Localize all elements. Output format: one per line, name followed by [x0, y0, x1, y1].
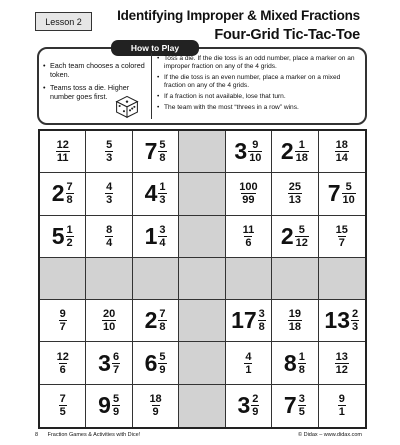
whole-number: 7 [283, 392, 297, 419]
denominator: 9 [152, 406, 159, 419]
die-icon [114, 93, 140, 119]
denominator: 9 [112, 406, 120, 419]
denominator: 3 [106, 194, 113, 207]
numerator: 5 [106, 139, 113, 152]
fraction [56, 351, 70, 376]
numerator: 7 [59, 393, 66, 406]
whole-number: 17 [231, 307, 257, 334]
denominator: 14 [335, 152, 348, 165]
fraction [148, 393, 162, 418]
numerator: 9 [59, 308, 66, 321]
fraction [158, 181, 166, 206]
denominator: 11 [56, 152, 69, 165]
numerator: 12 [56, 139, 69, 152]
denominator: 5 [298, 406, 305, 419]
fraction [158, 308, 166, 333]
whole-number: 2 [280, 138, 294, 165]
denominator: 13 [288, 194, 301, 207]
numerator: 1 [159, 181, 166, 194]
whole-number: 3 [98, 349, 111, 376]
fraction [338, 393, 346, 418]
grid-spacer-cell [179, 385, 225, 427]
whole-number: 3 [234, 138, 248, 165]
numerator: 5 [345, 181, 352, 194]
grid-cell[interactable] [133, 300, 179, 342]
denominator: 1 [338, 406, 345, 419]
grid-spacer-cell [179, 342, 225, 384]
denominator: 9 [252, 406, 259, 419]
grid-cell[interactable] [40, 385, 86, 427]
denominator: 3 [352, 321, 359, 334]
whole-number: 1 [144, 222, 158, 249]
grid-cell[interactable] [272, 385, 318, 427]
whole-number: 2 [144, 307, 158, 334]
numerator: 5 [159, 350, 166, 363]
fraction [335, 351, 349, 376]
fraction [335, 139, 349, 164]
fraction [112, 393, 120, 418]
denominator: 6 [245, 236, 252, 249]
fraction [295, 139, 309, 164]
denominator: 8 [159, 152, 166, 165]
grid-spacer-cell [86, 258, 132, 300]
column-divider [151, 53, 152, 119]
grid-cell[interactable] [40, 173, 86, 215]
denominator: 6 [59, 363, 66, 376]
denominator: 10 [342, 194, 355, 207]
whole-number: 7 [144, 138, 158, 165]
grid-cell[interactable] [133, 342, 179, 384]
numerator: 19 [288, 308, 301, 321]
numerator: 20 [103, 308, 116, 321]
grid-cell[interactable] [133, 131, 179, 173]
rule-item: • If the die toss is an even number, place a marker on a mixed fraction on any of the 4 grids. [157, 74, 363, 90]
fraction [288, 181, 302, 206]
denominator: 18 [288, 321, 301, 334]
how-to-play-box [37, 43, 367, 125]
numerator: 18 [149, 393, 162, 406]
rule-item: • The team with the most “threes in a row” wins. [157, 104, 363, 112]
grid-cell[interactable] [40, 131, 86, 173]
fraction [244, 351, 252, 376]
whole-number: 3 [237, 392, 251, 419]
title-line-2: Four-Grid Tic-Tac-Toe [214, 27, 360, 43]
numerator: 7 [159, 308, 166, 321]
denominator: 3 [106, 152, 113, 165]
fraction [105, 181, 113, 206]
numerator: 9 [252, 139, 259, 152]
numerator: 12 [56, 350, 69, 363]
grid-cell[interactable] [86, 216, 132, 258]
tic-tac-toe-grid [38, 129, 367, 429]
fraction [248, 139, 262, 164]
fraction [56, 139, 70, 164]
denominator: 8 [258, 321, 265, 334]
denominator: 7 [338, 236, 345, 249]
whole-number: 6 [144, 349, 158, 376]
whole-number: 4 [144, 180, 158, 207]
numerator: 2 [252, 393, 259, 406]
rule-item: • Toss a die. If the die toss is an odd number, place a marker on an improper fraction on any of the 4 grids. [157, 55, 363, 71]
numerator: 7 [66, 181, 73, 194]
fraction [105, 224, 113, 249]
grid-cell[interactable] [40, 216, 86, 258]
whole-number: 2 [51, 180, 65, 207]
fraction [295, 224, 309, 249]
whole-number: 8 [283, 349, 297, 376]
grid-cell[interactable] [319, 342, 365, 384]
denominator: 12 [335, 363, 348, 376]
grid-cell[interactable] [319, 216, 365, 258]
whole-number: 13 [324, 307, 350, 334]
rule-item: • If a fraction is not available, lose that turn. [157, 93, 363, 101]
denominator: 5 [59, 406, 66, 419]
grid-spacer-cell [179, 300, 225, 342]
page-footer [35, 432, 362, 438]
grid-cell[interactable] [86, 300, 132, 342]
numerator: 3 [159, 223, 166, 236]
fraction [102, 308, 116, 333]
grid-cell[interactable] [272, 131, 318, 173]
grid-spacer-cell [179, 131, 225, 173]
grid-cell[interactable] [226, 342, 272, 384]
grid-cell[interactable] [86, 131, 132, 173]
fraction [335, 224, 349, 249]
denominator: 18 [295, 152, 308, 165]
grid-spacer-cell [272, 258, 318, 300]
numerator: 2 [352, 308, 359, 321]
denominator: 10 [249, 152, 262, 165]
grid-cell[interactable] [86, 173, 132, 215]
fraction [238, 181, 258, 206]
how-to-play-tab: How to Play [111, 40, 199, 56]
grid-cell[interactable] [319, 131, 365, 173]
grid-cell[interactable] [86, 385, 132, 427]
denominator: 4 [106, 236, 113, 249]
denominator: 2 [66, 236, 73, 249]
numerator: 25 [288, 181, 301, 194]
numerator: 5 [159, 139, 166, 152]
numerator: 1 [298, 139, 305, 152]
fraction [158, 139, 166, 164]
copyright: © Didax – www.didax.com [298, 432, 362, 438]
grid-cell[interactable] [40, 342, 86, 384]
fraction [288, 308, 302, 333]
denominator: 4 [159, 236, 166, 249]
numerator: 3 [258, 308, 265, 321]
grid-cell[interactable] [133, 216, 179, 258]
whole-number: 5 [51, 222, 65, 249]
numerator: 5 [298, 223, 305, 236]
fraction [298, 351, 306, 376]
page-title [117, 8, 360, 43]
fraction [342, 181, 356, 206]
grid-cell[interactable] [133, 385, 179, 427]
play-instructions [157, 55, 363, 115]
grid-cell[interactable] [272, 173, 318, 215]
setup-item: • Teams toss a die. Higher number goes first. [43, 83, 148, 101]
denominator: 8 [159, 321, 166, 334]
denominator: 7 [112, 363, 120, 376]
grid-cell[interactable] [272, 216, 318, 258]
fraction [258, 308, 266, 333]
grid-cell[interactable] [133, 173, 179, 215]
whole-number: 2 [280, 222, 294, 249]
grid-cell[interactable] [226, 300, 272, 342]
fraction [59, 308, 67, 333]
numerator: 4 [245, 350, 252, 363]
grid-cell[interactable] [272, 300, 318, 342]
denominator: 12 [295, 236, 308, 249]
grid-spacer-cell [179, 258, 225, 300]
page-number: 8 [35, 432, 39, 438]
denominator: 10 [103, 321, 116, 334]
fraction [112, 351, 120, 376]
numerator: 5 [112, 393, 120, 406]
grid-spacer-cell [319, 258, 365, 300]
grid-cell[interactable] [40, 300, 86, 342]
denominator: 8 [66, 194, 73, 207]
fraction [158, 351, 166, 376]
grid-spacer-cell [40, 258, 86, 300]
grid-cell[interactable] [226, 216, 272, 258]
fraction [66, 181, 74, 206]
fraction [59, 393, 67, 418]
grid-cell[interactable] [272, 342, 318, 384]
denominator: 9 [159, 363, 166, 376]
fraction [251, 393, 259, 418]
numerator: 18 [335, 139, 348, 152]
denominator: 7 [59, 321, 66, 334]
numerator: 100 [239, 181, 258, 194]
grid-cell[interactable] [319, 385, 365, 427]
numerator: 9 [338, 393, 345, 406]
whole-number: 7 [327, 180, 341, 207]
grid-cell[interactable] [226, 385, 272, 427]
numerator: 11 [242, 223, 255, 236]
setup-item: • Each team chooses a colored token. [43, 61, 148, 79]
fraction [351, 308, 359, 333]
numerator: 1 [298, 350, 305, 363]
numerator: 8 [106, 223, 113, 236]
fraction [298, 393, 306, 418]
grid-cell[interactable] [226, 131, 272, 173]
title-line-1: Identifying Improper & Mixed Fractions [117, 8, 360, 23]
fraction [242, 224, 256, 249]
denominator: 8 [298, 363, 305, 376]
grid-cell[interactable] [226, 173, 272, 215]
denominator: 1 [245, 363, 252, 376]
numerator: 3 [298, 393, 305, 406]
grid-spacer-cell [179, 216, 225, 258]
fraction [105, 139, 113, 164]
grid-cell[interactable] [319, 300, 365, 342]
grid-spacer-cell [133, 258, 179, 300]
grid-spacer-cell [179, 173, 225, 215]
book-title: Fraction Games & Activities with Dice! [47, 432, 141, 438]
fraction [66, 224, 74, 249]
numerator: 6 [112, 350, 120, 363]
grid-cell[interactable] [319, 173, 365, 215]
numerator: 15 [335, 223, 348, 236]
lesson-label: Lesson 2 [35, 12, 92, 31]
denominator: 99 [242, 194, 255, 207]
denominator: 3 [159, 194, 166, 207]
numerator: 1 [66, 223, 73, 236]
numerator: 13 [335, 350, 348, 363]
fraction [158, 224, 166, 249]
grid-cell[interactable] [86, 342, 132, 384]
grid-spacer-cell [226, 258, 272, 300]
whole-number: 9 [98, 392, 111, 419]
numerator: 4 [106, 181, 113, 194]
